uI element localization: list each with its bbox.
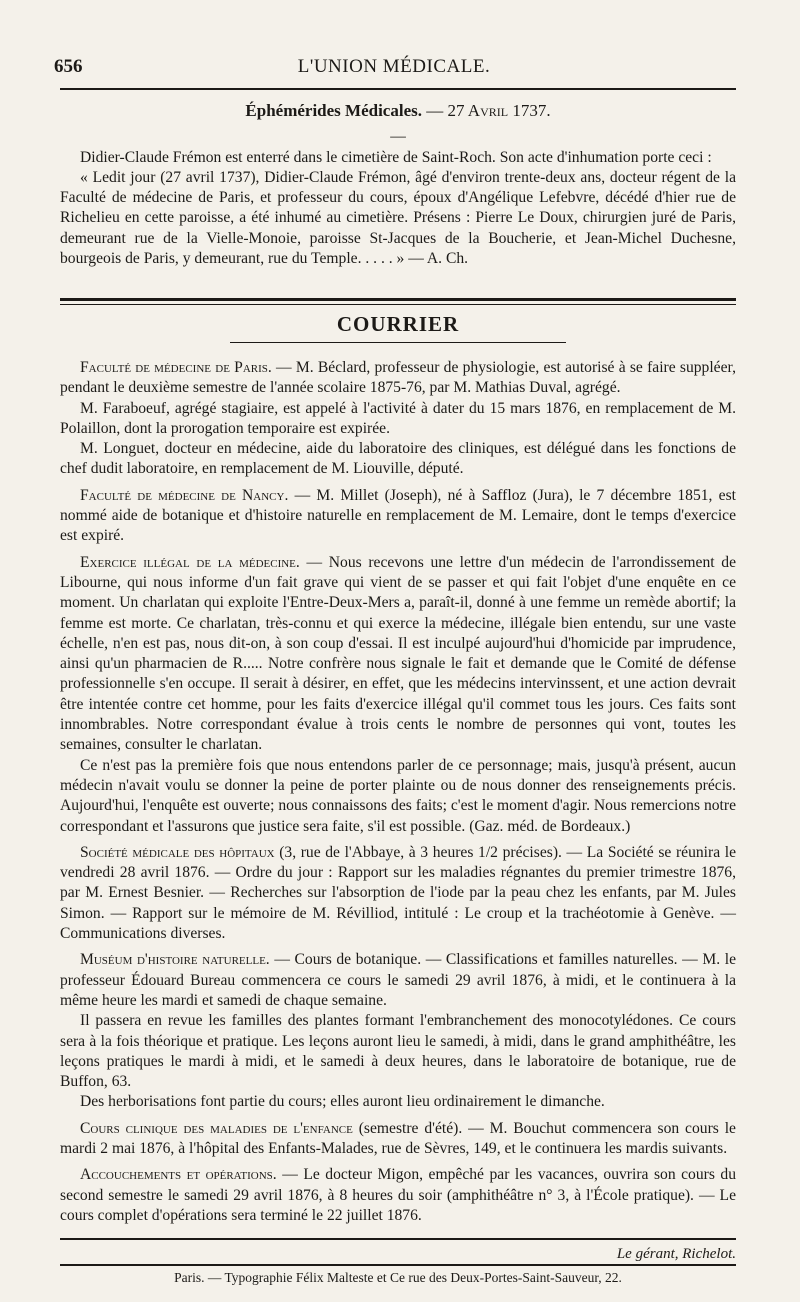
ephemerides-paragraph: « Ledit jour (27 avril 1737), Didier-Claude Frémon, âgé d'environ trente-deux ans, docteur régent de la Faculté de médecine de Paris, et professeur du cours, époux d'Angélique Lefebvre, décédé d'hier rue de Richelieu en cette paroisse, a été inhumé au cimetière. Présens : Pierre Le Doux, chirurgien juré de Paris, demeurant rue de la Vielle-Monoie, paroisse St-Jacques de la Boucherie, et Jean-Michel Duchesne, bourgeois de Paris, y demeurant, rue du Temple. . . . . » — A. Ch.	[60, 168, 736, 268]
item-text: — M. Béclard, professeur de physiologie, est autorisé à se faire suppléer, pendant le deuxième semestre de l'année scolaire 1875-76, par M. Mathias Duval, agrégé.	[60, 359, 736, 397]
ephemerides-date: — 27 Avril 1737.	[422, 101, 551, 120]
section-rule	[60, 304, 736, 305]
ephemerides-title: Éphémérides Médicales.	[245, 101, 422, 120]
item-lead: Exercice illégal de la médecine.	[80, 553, 300, 571]
courrier-item	[60, 399, 736, 440]
courrier-item	[60, 358, 736, 399]
courrier-item	[60, 1011, 736, 1092]
courrier-item	[60, 1092, 736, 1112]
item-text: Des herborisations font partie du cours; elles auront lieu ordinairement le dimanche.	[80, 1093, 605, 1111]
item-text: Il passera en revue les familles des plantes formant l'embranchement des monocotylédones. Ce cours sera à la fois théorique et pratique. Les leçons auront lieu le samedi, à midi, dans le grand amphithéâtre, les leçons pratiques le mardi à midi, et le samedi à deux heures, dans le laboratoire de botanique, rue de Buffon, 63.	[60, 1012, 736, 1091]
footer-rule	[60, 1238, 736, 1240]
courrier-section	[60, 358, 736, 1226]
imprint: Paris. — Typographie Félix Malteste et Ce rue des Deux-Portes-Saint-Sauveur, 22.	[174, 1270, 622, 1285]
courrier-item	[60, 843, 736, 944]
courrier-item	[60, 756, 736, 837]
courrier-item	[60, 486, 736, 547]
signature: Le gérant, Richelot.	[616, 1246, 736, 1262]
item-text: (semestre d'été). — M. Bouchut commencera son cours le mardi 2 mai 1876, à l'hôpital des Enfants-Malades, rue de Sèvres, 149, et le continuera les mardis suivants.	[60, 1119, 736, 1157]
item-text: M. Longuet, docteur en médecine, aide du laboratoire des cliniques, est délégué dans les fonctions de chef dudit laboratoire, en remplacement de M. Liouville, député.	[60, 440, 736, 478]
courrier-item	[60, 1119, 736, 1160]
item-text: (3, rue de l'Abbaye, à 3 heures 1/2 précises). — La Société se réunira le vendredi 28 avril 1876. — Ordre du jour : Rapport sur les maladies régnantes du premier trimestre 1876, par M. Ernest Besnier. — Recherches sur l'absorption de l'iode par la peau chez les enfants, par M. Jules Simon. — Rapport sur le mémoire de M. Révilliod, intitulé : Le croup et la trachéotomie à Genève. — Communications diverses.	[60, 843, 736, 943]
section-rule	[60, 298, 736, 301]
page-number: 656	[54, 56, 83, 77]
item-text: M. Faraboeuf, agrégé stagiaire, est appelé à l'activité à dater du 15 mars 1876, en remplacement de M. Polaillon, dont la prorogation temporaire est expirée.	[60, 399, 736, 437]
item-text: — Nous recevons une lettre d'un médecin de l'arrondissement de Libourne, qui nous informe d'un fait grave qui vient de se passer et qui fait l'objet d'une enquête en ce moment. Un charlatan qui exploite l'Entre-Deux-Mers a, paraît-il, donné à une femme un remède abortif; la femme est morte. Ce charlatan, très-connu et qui exerce la médecine, illégale bien entendu, sur une vaste échelle, n'en est pas, nous dit-on, à son coup d'essai. Il est inculpé aujourd'hui d'homicide par imprudence, ainsi qu'un pharmacien de R..... Notre confrère nous signale le fait et demande que le Comité de défense professionnelle s'en occupe. Il serait à désirer, en effet, que les médecins intervinssent, et une action devrait être intentée contre cet homme, pour les faits d'exercice illégal qu'il commet tous les jours. Ces faits sont innombrables. Notre correspondant évalue à trois cents le nombre de personnes qui vont, toutes les semaines, consulter le charlatan.	[60, 553, 736, 754]
item-text: — Cours de botanique. — Classifications et familles naturelles. — M. le professeur Édouard Bureau commencera ce cours le samedi 29 avril 1876, à midi, et le continuera à la même heure les mardi et samedi de chaque semaine.	[60, 951, 736, 1009]
ephemerides-paragraph: Didier-Claude Frémon est enterré dans le cimetière de Saint-Roch. Son acte d'inhumation porte ceci :	[80, 148, 712, 166]
item-lead: Société médicale des hôpitaux	[80, 843, 275, 861]
item-text: Ce n'est pas la première fois que nous entendons parler de ce personnage; mais, jusqu'à présent, aucun médecin n'avait voulu se donner la peine de porter plainte ou de nous donner des renseignements précis. Aujourd'hui, l'enquête est ouverte; nous connaissons des faits; c'est le moment d'agir. Nous remercions notre correspondant et l'assurons que justice sera faite, s'il est possible. (Gaz. méd. de Bordeaux.)	[60, 756, 736, 835]
item-lead: Faculté de médecine de Nancy.	[80, 486, 289, 504]
item-text: — M. Millet (Joseph), né à Saffloz (Jura), le 7 décembre 1851, est nommé aide de botanique et d'histoire naturelle en remplacement de M. Lemaire, dont le temps d'exercice est expiré.	[60, 486, 736, 545]
footer-rule	[60, 1264, 736, 1266]
courrier-item	[60, 1165, 736, 1226]
item-text: — Le docteur Migon, empêché par les vacances, ouvrira son cours du second semestre le samedi 29 avril 1876, à 8 heures du soir (amphithéâtre n° 3, à l'École pratique). — Le cours complet d'opérations sera terminé le 22 juillet 1876.	[60, 1166, 737, 1224]
ephemerides-heading	[60, 101, 736, 121]
courrier-item	[60, 950, 736, 1011]
header-rule	[60, 88, 736, 90]
item-lead: Accouchements et opérations.	[80, 1166, 277, 1184]
ephemerides-dash: —	[390, 128, 406, 146]
ephemerides-section	[60, 101, 736, 269]
item-lead: Faculté de médecine de Paris.	[80, 359, 272, 376]
courrier-item	[60, 439, 736, 480]
page-header	[54, 52, 734, 82]
courrier-rule	[230, 342, 566, 343]
courrier-item	[60, 553, 736, 756]
courrier-heading: COURRIER	[336, 312, 460, 336]
item-lead: Muséum d'histoire naturelle.	[80, 951, 270, 969]
item-lead: Cours clinique des maladies de l'enfance	[80, 1119, 353, 1137]
running-title: L'UNION MÉDICALE.	[297, 56, 491, 77]
